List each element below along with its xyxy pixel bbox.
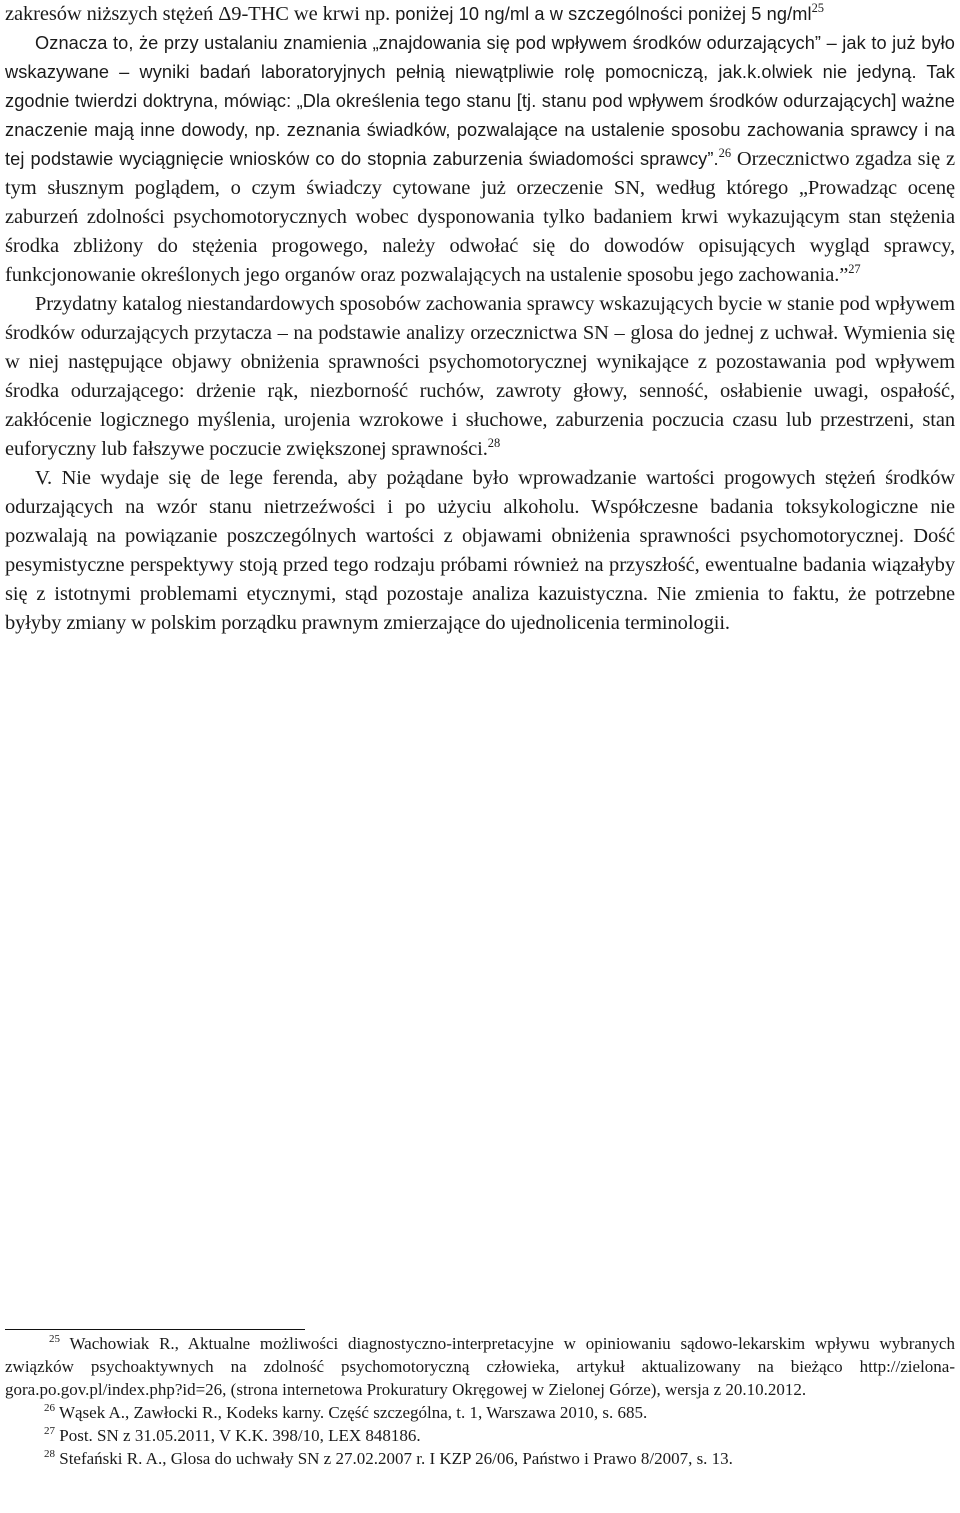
footnote-ref-27[interactable]: 27	[848, 262, 861, 276]
footnote-27	[5, 1424, 955, 1447]
para2-text-c: Tak zgodnie twierdzi doktryna, mówiąc: „Dla określenia tego stanu [tj.	[5, 62, 955, 111]
paragraph-evidence	[5, 29, 955, 290]
footnote-number: 27	[44, 1425, 55, 1437]
document-page	[5, 0, 955, 638]
footnote-number: 28	[44, 1448, 55, 1460]
para3-text: Przydatny katalog niestandardowych sposobów zachowania sprawcy wskazujących bycie w stanie pod wpływem środków odurzających przytacza – na podstawie analizy orzecznictwa SN – glosa do jednej z uchwał. Wymienia się w niej następujące objawy obniżenia sprawności psychomotorycznej wynikające z pozostawania pod wpływem środka odurzającego: drżenie rąk, niezborność ruchów, zawroty głowy, senność, osłabienie uwagi, ospałość, zakłócenie logicznego myślenia, urojenia wzrokowe i słuchowe, zaburzenia poczucia czasu lub przestrzeni, stan euforyczny lub fałszywe poczucie zwiększonej sprawności.	[5, 293, 955, 460]
footnote-26	[5, 1401, 955, 1424]
para2-text-e: zeznania świadków, pozwalające na ustalenie sposobu zachowania sprawcy i na tej podstawie wyciągnięcie wniosków co do stopnia zaburzenia świadomości sprawcy”.	[5, 120, 955, 169]
para1-lead-text: zakresów niższych stężeń Δ9-THC we krwi np.	[5, 3, 396, 25]
footnote-number: 26	[44, 1402, 55, 1414]
footnote-text: Stefański R. A., Glosa do uchwały SN z 27.02.2007 r. I KZP 26/06, Państwo i Prawo 8/2007, s. 13.	[59, 1449, 733, 1468]
footnote-text: Post. SN z 31.05.2011, V K.K. 398/10, LEX 848186.	[59, 1426, 421, 1445]
paragraph-continuation	[5, 0, 955, 29]
paragraph-conclusion	[5, 464, 955, 638]
footnote-separator	[5, 1329, 305, 1330]
para1-rest-text: poniżej 10 ng/ml a w szczególności poniżej 5 ng/ml	[395, 4, 812, 24]
footnote-ref-25[interactable]: 25	[811, 1, 824, 15]
footnotes-section	[5, 1329, 955, 1470]
footnote-ref-28[interactable]: 28	[487, 436, 501, 450]
para2-text-f: Orzecznictwo zgadza się z tym słusznym poglądem, o czym świadczy cytowane już orzeczenie SN, według którego „Prowadząc ocenę zaburzeń zdolności psychomotorycznych wobec dysponowania tylko badaniem krwi wykazującym stan stężenia środka zbliżony do stężenia progowego, należy odwołać się do dowodów opisujących wygląd sprawcy, funkcjonowanie określonych jego organów oraz pozwalających na ustalenie sposobu jego zachowania.”	[5, 148, 956, 286]
footnote-text: Wąsek A., Zawłocki R., Kodeks karny. Część szczególna, t. 1, Warszawa 2010, s. 685.	[58, 1403, 648, 1422]
footnote-number: 25	[49, 1333, 60, 1345]
footnote-text: Wachowiak R., Aktualne możliwości diagnostyczno-interpretacyjne w opiniowaniu sądowo-lekarskim wpływu wybranych związków psychoaktywnych na zdolność psychomotoryczną człowieka, artykuł aktualizowany na bieżąco http://zielona-gora.po.gov.pl/index.php?id=26, (strona internetowa Prokuratury Okręgowej w Zielonej Górze), wersja z 20.10.2012.	[5, 1334, 955, 1399]
footnote-ref-26[interactable]: 26	[718, 146, 731, 160]
para2-text-d: stanu pod wpływem środków odurzających] ważne znaczenie mają inne dowody, np.	[5, 91, 955, 140]
footnote-25	[5, 1332, 955, 1401]
para2-text-a: Oznacza to, że przy ustalaniu znamienia „znajdowania się pod wpływem środków odurzających” – jak to już było wskazywane – wyniki badań laboratoryjnych pełnią	[5, 33, 955, 82]
footnote-28	[5, 1447, 955, 1470]
para2-text-b: niewątpliwie rolę pomocniczą, jak.k.olwiek nie jedyną.	[454, 62, 917, 82]
paragraph-catalog	[5, 290, 955, 464]
para4-text: V. Nie wydaje się de lege ferenda, aby pożądane było wprowadzanie wartości progowych stężeń środków odurzających na wzór stanu nietrzeźwości i po użyciu alkoholu. Współczesne badania toksykologiczne nie pozwalają na powiązanie poszczególnych wartości z objawami obniżenia sprawności psychomotorycznej. Dość pesymistyczne perspektywy stoją przed tego rodzaju próbami również na przyszłość, ewentualne badania wiązałyby się z istotnymi problemami etycznymi, stąd pozostaje analiza kazuistyczna. Nie zmienia to faktu, że potrzebne byłyby zmiany w polskim porządku prawnym zmierzające do ujednolicenia terminologii.	[5, 467, 955, 634]
